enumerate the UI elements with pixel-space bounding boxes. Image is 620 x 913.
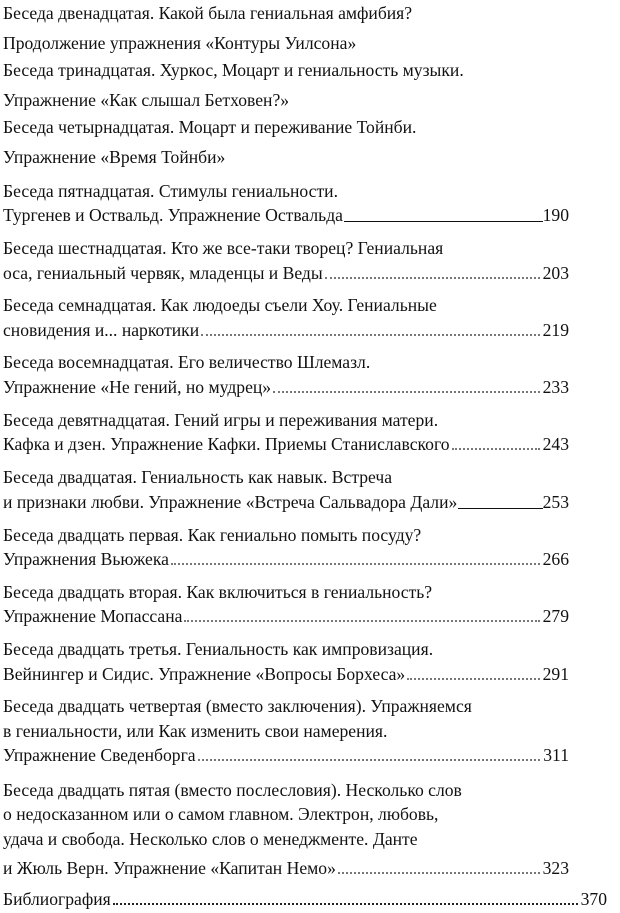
toc-leader xyxy=(452,448,540,450)
toc-entry-25-line1: Беседа двадцать пятая (вместо послесловия). Несколько слов xyxy=(3,780,462,800)
toc-entry-17-line2 xyxy=(3,320,569,340)
toc-entry-22-line1: Беседа двадцать вторая. Как включиться в гениальность? xyxy=(3,582,433,602)
toc-entry-21-line2 xyxy=(3,549,569,569)
toc-entry-text: сновидения и... наркотики xyxy=(3,320,200,340)
toc-leader xyxy=(344,221,543,222)
toc-entry-19-line2 xyxy=(3,434,569,454)
toc-entry-text: Упражнение «Не гений, но мудрец» xyxy=(3,377,272,397)
toc-entry-text: Тургенев и Оствальд. Упражнение Оствальда xyxy=(3,205,343,225)
toc-page-number: 203 xyxy=(542,263,569,283)
toc-entry-13: Беседа тринадцатая. Хуркос, Моцарт и гениальность музыки. xyxy=(3,60,464,80)
toc-leader xyxy=(171,563,540,565)
toc-entry-24-line3 xyxy=(3,745,569,765)
toc-entry-23-line1: Беседа двадцать третья. Гениальность как импровизация. xyxy=(3,639,434,659)
toc-entry-text: Библиография xyxy=(3,889,111,909)
toc-entry-12: Беседа двенадцатая. Какой была гениальная амфибия? xyxy=(3,3,413,23)
toc-entry-18-line2 xyxy=(3,377,569,397)
toc-entry-25-line4 xyxy=(3,858,569,878)
toc-page-number: 291 xyxy=(542,664,569,684)
toc-entry-22-line2 xyxy=(3,606,569,626)
toc-leader xyxy=(184,620,539,622)
toc-entry-16-line1: Беседа шестнадцатая. Кто же все-таки творец? Гениальная xyxy=(3,238,444,258)
toc-leader xyxy=(113,903,578,905)
toc-leader xyxy=(201,334,539,336)
toc-entry-20-line2 xyxy=(3,492,569,512)
toc-entry-bibliography xyxy=(3,889,607,909)
toc-entry-exercise-toynbee: Упражнение «Время Тойнби» xyxy=(3,147,226,167)
toc-leader xyxy=(338,872,540,874)
toc-entry-text: Упражнение Мопассана xyxy=(3,606,183,626)
toc-leader xyxy=(458,508,542,509)
toc-page-number: 323 xyxy=(542,858,569,878)
toc-page-number: 233 xyxy=(542,377,569,397)
toc-entry-24-line1: Беседа двадцать четвертая (вместо заключения). Упражняемся xyxy=(3,696,472,716)
toc-entry-25-line3: удача и свобода. Несколько слов о менеджменте. Данте xyxy=(3,829,418,849)
toc-page-number: 190 xyxy=(542,205,569,225)
toc-entry-exercise-wilson: Продолжение упражнения «Контуры Уилсона» xyxy=(3,33,357,53)
toc-entry-text: Вейнингер и Сидис. Упражнение «Вопросы Борхеса» xyxy=(3,664,406,684)
toc-leader xyxy=(325,277,540,279)
toc-page-number: 279 xyxy=(542,606,569,626)
toc-entry-text: и признаки любви. Упражнение «Встреча Сальвадора Дали» xyxy=(3,492,458,512)
toc-entry-text: и Жюль Верн. Упражнение «Капитан Немо» xyxy=(3,858,336,878)
toc-entry-exercise-beethoven: Упражнение «Как слышал Бетховен?» xyxy=(3,90,290,110)
toc-leader xyxy=(407,678,539,680)
toc-entry-text: оса, гениальный червяк, младенцы и Веды xyxy=(3,263,323,283)
toc-entry-17-line1: Беседа семнадцатая. Как людоеды съели Хоу. Гениальные xyxy=(3,295,437,315)
toc-leader xyxy=(273,391,540,393)
toc-entry-text: Упражнение Сведенборга xyxy=(3,745,196,765)
toc-leader xyxy=(198,759,541,761)
toc-entry-23-line2 xyxy=(3,664,569,684)
toc-entry-15-line1: Беседа пятнадцатая. Стимулы гениальности. xyxy=(3,181,338,201)
toc-entry-24-line2: в гениальности, или Как изменить свои намерения. xyxy=(3,721,388,741)
toc-entry-21-line1: Беседа двадцать первая. Как гениально помыть посуду? xyxy=(3,525,422,545)
toc-page-number: 253 xyxy=(542,492,569,512)
toc-entry-14: Беседа четырнадцатая. Моцарт и переживание Тойнби. xyxy=(3,117,417,137)
toc-page-number: 219 xyxy=(542,320,569,340)
toc-entry-19-line1: Беседа девятнадцатая. Гений игры и переживания матери. xyxy=(3,410,439,430)
toc-entry-15-line2 xyxy=(3,205,569,225)
toc-page-number: 243 xyxy=(542,434,569,454)
toc-entry-20-line1: Беседа двадцатая. Гениальность как навык. Встреча xyxy=(3,467,393,487)
toc-entry-18-line1: Беседа восемнадцатая. Его величество Шлемазл. xyxy=(3,352,371,372)
toc-entry-16-line2 xyxy=(3,263,569,283)
toc-page-number: 370 xyxy=(580,889,607,909)
toc-entry-text: Кафка и дзен. Упражнение Кафки. Приемы Станиславского xyxy=(3,434,450,454)
toc-page-number: 311 xyxy=(543,745,569,765)
toc-page-number: 266 xyxy=(542,549,569,569)
toc-entry-25-line2: о недосказанном или о самом главном. Электрон, любовь, xyxy=(3,804,439,824)
toc-entry-text: Упражнения Вьюжека xyxy=(3,549,169,569)
